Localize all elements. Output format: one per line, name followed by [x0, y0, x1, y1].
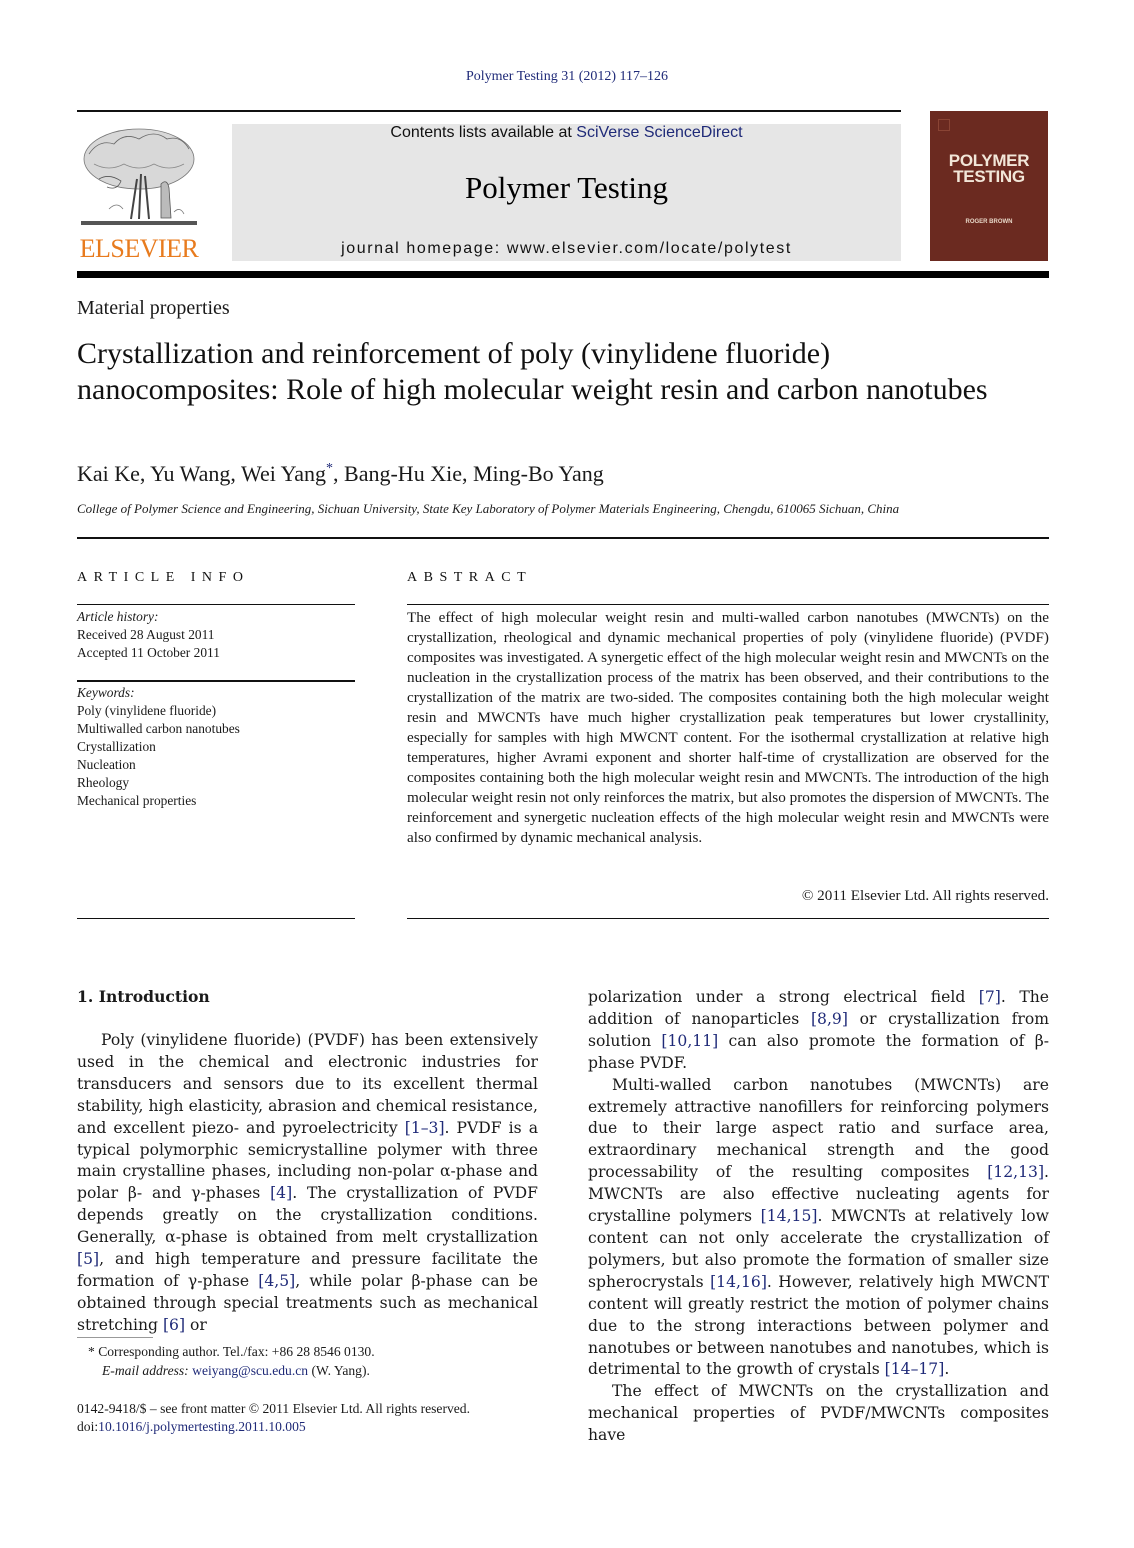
text: . The addition of nanoparticles [588, 988, 1049, 1028]
keyword-item: Multiwalled carbon nanotubes [77, 721, 240, 736]
header-rule-top [77, 110, 901, 112]
footnote-rule [77, 1337, 153, 1338]
text: , and high temperature and pressure facilitate the formation of γ-phase [77, 1250, 538, 1290]
keywords-label: Keywords: [77, 685, 135, 700]
paper-title: Crystallization and reinforcement of poly (vinylidene fluoride) nanocomposites: Role of high molecular weight resin and carbon nanotubes [77, 337, 988, 406]
text: . However, relatively high MWCNT content will greatly restrict the motion of polymer chains due to the strong interactions between polymer and nanotubes or between nanotubes and nanotubes, which is detrimental to the growth of crystals [588, 1272, 1049, 1379]
keyword-item: Rheology [77, 775, 130, 790]
header-rule-bottom [77, 271, 1049, 278]
contents-availability [232, 124, 901, 142]
text: . PVDF is a typical polymorphic semicrystalline polymer with three main crystalline phases, including non-polar α-phase and polar β- and γ-phases [77, 1118, 538, 1203]
article-history [77, 608, 220, 662]
keyword-item: Nucleation [77, 757, 136, 772]
received-date: Received 28 August 2011 [77, 627, 215, 642]
abstract-text: The effect of high molecular weight resin and multi-walled carbon nanotubes (MWCNTs) on the crystallization, rheological and dynamic mechanical properties of poly (vinylidene fluoride) (PVDF) composites was investigated. A synergetic effect of the high molecular weight resin and MWCNTs on the nucleation in the crystallization process of the matrix has been observed, and their contributions to the crystallization of the matrix are two-sided. The composites containing both the high molecular weight resin and MWCNTs have much higher crystallization peak temperatures but lower crystallinity, especially for samples with high MWCNT content. For the isothermal crystallization at relative high temperatures, higher Avrami exponent and shorter half-time of crystallization are observed for the composites containing both the high molecular weight resin and MWCNTs. The introduction of the high molecular weight resin not only reinforces the matrix, but also promotes the dispersion of MWCNTs. The reinforcement and synergetic nucleation effects of the high molecular weight resin and MWCNTs were also confirmed by dynamic mechanical analysis. [407, 609, 1049, 846]
citation-link[interactable]: [7] [978, 988, 1001, 1006]
journal-title: Polymer Testing [464, 170, 669, 205]
keyword-item: Crystallization [77, 739, 156, 754]
accepted-date: Accepted 11 October 2011 [77, 645, 220, 660]
journal-banner [232, 124, 901, 261]
corresponding-author-footnote [88, 1342, 375, 1380]
cover-title [930, 153, 1048, 185]
text: Poly (vinylidene fluoride) (PVDF) has been extensively used in the chemical and electronic industries for transducers and sensors due to its excellent thermal stability, high elasticity, abrasion and chemical resistance, and excellent piezo- and pyroelectricity [77, 1031, 538, 1137]
info-divider-3 [77, 918, 355, 919]
authors-rest: , Bang-Hu Xie, Ming-Bo Yang [333, 461, 604, 486]
section-type: Material properties [77, 297, 230, 319]
text: can also promote the formation of β-phase PVDF. [588, 1031, 1049, 1072]
elsevier-wordmark: ELSEVIER [79, 234, 199, 263]
elsevier-logo[interactable] [77, 124, 201, 262]
text: Multi-walled carbon nanotubes (MWCNTs) are extremely attractive nanofillers for reinforcing polymers due to their large aspect ratio and surface area, extraordinary mechanical strength and the good processability of the resulting composites [588, 1075, 1049, 1182]
citation-link[interactable]: [1–3] [404, 1118, 445, 1137]
body-column-right [588, 987, 1049, 1447]
article-info-heading: ARTICLE INFO [77, 570, 250, 585]
authors-first: Kai Ke, Yu Wang, Wei Yang [77, 461, 327, 486]
contents-prefix: Contents lists available at [390, 124, 577, 141]
keyword-item: Poly (vinylidene fluoride) [77, 703, 217, 718]
keyword-item: Mechanical properties [77, 793, 197, 808]
affiliation: College of Polymer Science and Engineering, Sichuan University, State Key Laboratory of Polymer Materials Engineering, Chengdu, 610065 Sichuan, China [77, 501, 900, 516]
text: . [944, 1360, 950, 1379]
title-divider [77, 537, 1049, 539]
citation-link[interactable]: [14,15] [760, 1207, 818, 1226]
paragraph [588, 987, 1049, 1075]
email-link[interactable]: weiyang@scu.edu.cn [192, 1363, 309, 1378]
paragraph [588, 1075, 1049, 1382]
citation-link[interactable]: [14,16] [710, 1272, 767, 1291]
journal-cover[interactable] [930, 111, 1048, 261]
cover-title-line2: TESTING [953, 167, 1025, 186]
author-list [77, 461, 604, 487]
doi-prefix: doi: [77, 1419, 99, 1434]
text: . The crystallization of PVDF depends greatly on the crystallization conditions. Generally, α-phase is obtained from melt crystallization [77, 1184, 538, 1247]
citation-link[interactable]: [12,13] [987, 1163, 1045, 1182]
text: . MWCNTs are also effective nucleating agents for crystalline polymers [588, 1163, 1049, 1226]
body-column-left [77, 1030, 538, 1337]
email-label: E-mail address: [102, 1363, 193, 1378]
citation-link[interactable]: [8,9] [810, 1009, 848, 1028]
email-suffix: (W. Yang). [308, 1363, 370, 1378]
citation-link[interactable]: [6] [162, 1315, 186, 1334]
front-matter [77, 1400, 470, 1436]
abstract-divider-bottom [407, 918, 1049, 919]
issn-line: 0142-9418/$ – see front matter © 2011 Elsevier Ltd. All rights reserved. [77, 1401, 471, 1416]
doi-link[interactable]: 10.1016/j.polymertesting.2011.10.005 [98, 1419, 306, 1434]
citation-link[interactable]: [14–17] [884, 1360, 945, 1379]
citation-link[interactable]: [4,5] [258, 1271, 296, 1290]
elsevier-tree-icon [79, 124, 199, 232]
corresponding-info: Corresponding author. Tel./fax: +86 28 8546 0130. [94, 1344, 375, 1359]
cover-title-line1: POLYMER [948, 151, 1030, 170]
paragraph [77, 1030, 538, 1337]
text: or [185, 1315, 207, 1334]
text: or crystallization from solution [588, 1009, 1049, 1050]
footnote-mark: * [88, 1344, 95, 1359]
cover-emblem-icon [938, 119, 950, 131]
abstract-copyright: © 2011 Elsevier Ltd. All rights reserved. [801, 887, 1049, 904]
running-head[interactable]: Polymer Testing 31 (2012) 117–126 [465, 69, 668, 84]
text: polarization under a strong electrical field [588, 988, 979, 1006]
sciencedirect-link[interactable]: SciVerse ScienceDirect [576, 124, 743, 141]
journal-homepage-link[interactable]: journal homepage: www.elsevier.com/locate/polytest [341, 240, 792, 257]
keywords [77, 684, 240, 810]
paragraph: The effect of MWCNTs on the crystallization and mechanical properties of PVDF/MWCNTs composites have [588, 1382, 1049, 1445]
abstract-heading: ABSTRACT [407, 570, 533, 585]
history-label: Article history: [77, 609, 159, 624]
citation-link[interactable]: [10,11] [661, 1031, 719, 1050]
text: . MWCNTs at relatively low content can not only accelerate the crystallization of polymers, but also promote the formation of smaller size spherocrystals [588, 1207, 1049, 1291]
section-heading-introduction: 1. Introduction [77, 987, 210, 1006]
info-divider-2 [77, 680, 355, 682]
corresponding-author-link[interactable]: * [326, 461, 334, 476]
info-divider-1 [77, 604, 355, 605]
citation-link[interactable]: [4] [270, 1184, 293, 1203]
abstract-divider-top [407, 604, 1049, 605]
text: , while polar β-phase can be obtained through special treatments such as mechanical stretching [77, 1271, 538, 1334]
cover-editor: ROGER BROWN [965, 219, 1013, 225]
citation-link[interactable]: [5] [77, 1250, 100, 1269]
